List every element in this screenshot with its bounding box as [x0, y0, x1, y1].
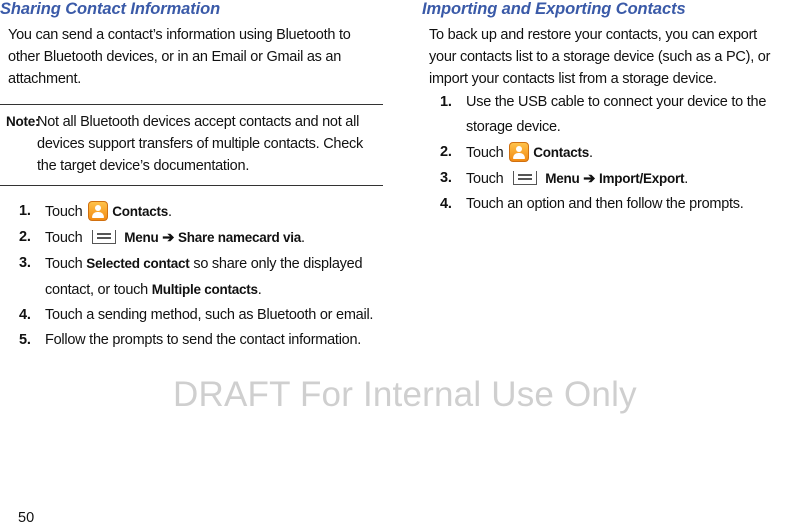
section-heading-sharing: Sharing Contact Information: [0, 0, 221, 18]
list-item: [422, 90, 786, 140]
step-number: 1.: [19, 203, 31, 219]
step-text: Touch a sending method, such as Bluetooth or email.: [45, 307, 374, 323]
contacts-app-icon: [509, 142, 529, 162]
step-number: 3.: [440, 170, 452, 186]
step-text: Touch: [466, 145, 504, 161]
step-text: Touch: [45, 230, 83, 246]
note-label: Note:: [6, 114, 40, 129]
step-punct: .: [301, 230, 305, 246]
multiple-contacts-option: Multiple contacts: [151, 282, 258, 297]
list-item: [422, 166, 786, 192]
menu-label: Menu: [545, 171, 580, 186]
arrow-right-icon: ➔: [583, 171, 596, 187]
left-column: [0, 0, 384, 353]
step-text: Touch: [45, 204, 83, 220]
list-item: [0, 199, 384, 225]
step-text: Touch: [466, 171, 504, 187]
import-export-intro: To back up and restore your contacts, you can export your contacts list to a storage device (such as a PC), or import your contacts list from a storage device.: [429, 27, 771, 87]
step-text: Touch: [45, 256, 83, 272]
page-number: 50: [18, 510, 35, 526]
step-number: 3.: [19, 255, 31, 271]
list-item: [0, 328, 384, 353]
step-text: Follow the prompts to send the contact information.: [45, 332, 362, 348]
menu-label: Menu: [124, 230, 159, 245]
sharing-intro: You can send a contact’s information using Bluetooth to other Bluetooth devices, or in an Email or Gmail as an attachment.: [8, 27, 351, 87]
selected-contact-option: Selected contact: [86, 256, 190, 271]
step-number: 2.: [440, 144, 452, 160]
list-item: [422, 140, 786, 166]
step-number: 4.: [19, 307, 31, 323]
contacts-label: Contacts: [112, 204, 168, 219]
step-number: 2.: [19, 229, 31, 245]
import-export-steps: [422, 90, 786, 217]
step-punct: .: [684, 171, 688, 187]
step-punct: .: [589, 145, 593, 161]
arrow-right-icon: ➔: [162, 230, 175, 246]
step-text: Touch an option and then follow the prompts.: [466, 196, 744, 212]
section-heading-import-export: Importing and Exporting Contacts: [422, 0, 686, 18]
step-punct: .: [257, 282, 262, 298]
list-item: [422, 192, 786, 217]
menu-key-icon: [92, 230, 116, 244]
step-punct: .: [168, 204, 172, 220]
share-namecard-option: Share namecard via: [177, 230, 302, 245]
step-number: 1.: [440, 94, 452, 110]
list-item: [0, 225, 384, 251]
list-item: [0, 303, 384, 328]
import-export-option: Import/Export: [598, 171, 685, 186]
draft-watermark: DRAFT For Internal Use Only: [173, 375, 637, 414]
contacts-label: Contacts: [533, 145, 589, 160]
note-box: [0, 104, 383, 186]
sharing-steps: [0, 199, 384, 353]
right-column: [422, 0, 786, 217]
menu-key-icon: [513, 171, 537, 185]
step-text: Use the USB cable to connect your device to the storage device.: [466, 94, 767, 135]
list-item: [0, 251, 384, 303]
step-text: so share only the displayed contact, or touch: [45, 256, 363, 298]
step-number: 4.: [440, 196, 452, 212]
contacts-app-icon: [88, 201, 108, 221]
step-number: 5.: [19, 332, 31, 348]
note-text: Not all Bluetooth devices accept contacts and not all devices support transfers of multiple contacts. Check the target device’s documentation.: [37, 114, 364, 174]
